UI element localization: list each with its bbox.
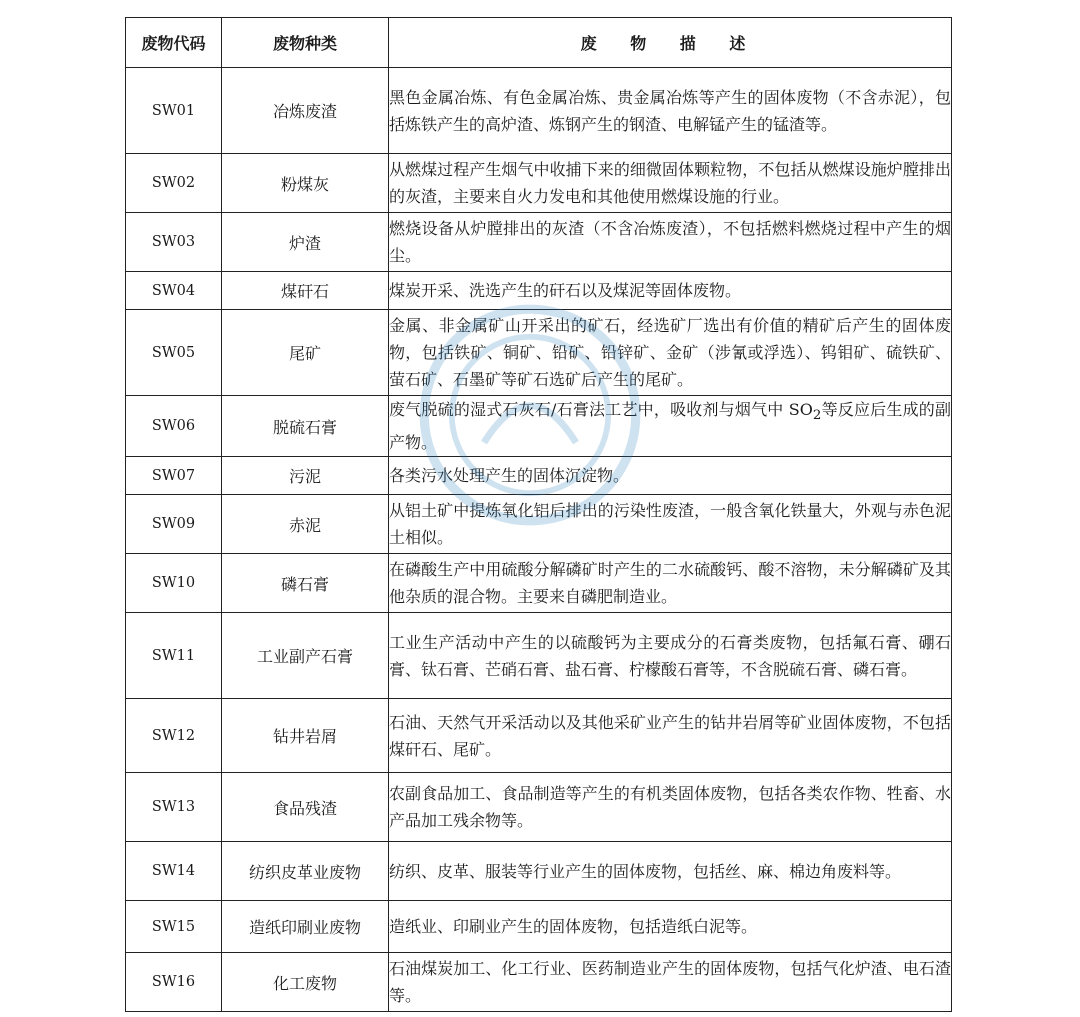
waste-type-cell: 冶炼废渣 bbox=[222, 68, 389, 154]
waste-code-cell: SW07 bbox=[126, 457, 222, 495]
table-header-row bbox=[126, 18, 952, 68]
waste-code-cell: SW03 bbox=[126, 213, 222, 272]
waste-description-cell: 石油、天然气开采活动以及其他采矿业产生的钻井岩屑等矿业固体废物，不包括煤矸石、尾矿。 bbox=[389, 699, 952, 773]
waste-type-cell: 脱硫石膏 bbox=[222, 396, 389, 457]
waste-type-cell: 煤矸石 bbox=[222, 272, 389, 310]
waste-type-cell: 工业副产石膏 bbox=[222, 613, 389, 699]
table-row bbox=[126, 773, 952, 842]
waste-description-cell: 纺织、皮革、服装等行业产生的固体废物，包括丝、麻、棉边角废料等。 bbox=[389, 842, 952, 901]
waste-code-cell: SW06 bbox=[126, 396, 222, 457]
subscript-two: 2 bbox=[812, 408, 822, 424]
description-text: 废气脱硫的湿式石灰石/石膏法工艺中，吸收剂与烟气中 SO bbox=[389, 400, 813, 419]
header-waste-type: 废物种类 bbox=[222, 18, 389, 68]
table-row bbox=[126, 842, 952, 901]
waste-type-cell: 磷石膏 bbox=[222, 554, 389, 613]
table-row bbox=[126, 901, 952, 953]
waste-code-cell: SW02 bbox=[126, 154, 222, 213]
waste-description-cell: 在磷酸生产中用硫酸分解磷矿时产生的二水硫酸钙、酸不溶物，未分解磷矿及其他杂质的混合物。主要来自磷肥制造业。 bbox=[389, 554, 952, 613]
waste-description-cell: 农副食品加工、食品制造等产生的有机类固体废物，包括各类农作物、牲畜、水产品加工残余物等。 bbox=[389, 773, 952, 842]
waste-description-cell: 金属、非金属矿山开采出的矿石，经选矿厂选出有价值的精矿后产生的固体废物，包括铁矿、铜矿、铅矿、铅锌矿、金矿（涉氰或浮选）、钨钼矿、硫铁矿、萤石矿、石墨矿等矿石选矿后产生的尾矿。 bbox=[389, 310, 952, 396]
waste-type-cell: 钻井岩屑 bbox=[222, 699, 389, 773]
waste-code-cell: SW13 bbox=[126, 773, 222, 842]
waste-type-cell: 造纸印刷业废物 bbox=[222, 901, 389, 953]
waste-description-cell: 从铝土矿中提炼氧化铝后排出的污染性废渣，一般含氧化铁量大，外观与赤色泥土相似。 bbox=[389, 495, 952, 554]
waste-type-cell: 赤泥 bbox=[222, 495, 389, 554]
table-row bbox=[126, 310, 952, 396]
waste-code-cell: SW09 bbox=[126, 495, 222, 554]
waste-code-cell: SW15 bbox=[126, 901, 222, 953]
table-row bbox=[126, 554, 952, 613]
waste-type-cell: 食品残渣 bbox=[222, 773, 389, 842]
header-waste-code: 废物代码 bbox=[126, 18, 222, 68]
table-row bbox=[126, 699, 952, 773]
waste-description-cell: 造纸业、印刷业产生的固体废物，包括造纸白泥等。 bbox=[389, 901, 952, 953]
waste-description-cell bbox=[389, 396, 952, 457]
waste-description-cell: 石油煤炭加工、化工行业、医药制造业产生的固体废物，包括气化炉渣、电石渣等。 bbox=[389, 953, 952, 1012]
waste-classification-table bbox=[125, 17, 952, 1012]
waste-code-cell: SW04 bbox=[126, 272, 222, 310]
waste-description-cell: 从燃煤过程产生烟气中收捕下来的细微固体颗粒物，不包括从燃煤设施炉膛排出的灰渣，主要来自火力发电和其他使用燃煤设施的行业。 bbox=[389, 154, 952, 213]
waste-description-cell: 各类污水处理产生的固体沉淀物。 bbox=[389, 457, 952, 495]
waste-type-cell: 污泥 bbox=[222, 457, 389, 495]
waste-code-cell: SW12 bbox=[126, 699, 222, 773]
waste-description-cell: 工业生产活动中产生的以硫酸钙为主要成分的石膏类废物，包括氟石膏、硼石膏、钛石膏、芒硝石膏、盐石膏、柠檬酸石膏等，不含脱硫石膏、磷石膏。 bbox=[389, 613, 952, 699]
waste-code-cell: SW16 bbox=[126, 953, 222, 1012]
table-row bbox=[126, 68, 952, 154]
waste-description-cell: 燃烧设备从炉膛排出的灰渣（不含冶炼废渣），不包括燃料燃烧过程中产生的烟尘。 bbox=[389, 213, 952, 272]
table-row bbox=[126, 213, 952, 272]
waste-type-cell: 尾矿 bbox=[222, 310, 389, 396]
description-text: 等反应后生成的副产物。 bbox=[389, 400, 951, 453]
table-row bbox=[126, 457, 952, 495]
waste-code-cell: SW01 bbox=[126, 68, 222, 154]
waste-type-cell: 炉渣 bbox=[222, 213, 389, 272]
waste-type-cell: 粉煤灰 bbox=[222, 154, 389, 213]
waste-description-cell: 黑色金属冶炼、有色金属冶炼、贵金属冶炼等产生的固体废物（不含赤泥），包括炼铁产生的高炉渣、炼钢产生的钢渣、电解锰产生的锰渣等。 bbox=[389, 68, 952, 154]
waste-code-cell: SW05 bbox=[126, 310, 222, 396]
header-waste-description: 废 物 描 述 bbox=[389, 18, 952, 68]
table-row bbox=[126, 272, 952, 310]
waste-code-cell: SW10 bbox=[126, 554, 222, 613]
table-row bbox=[126, 396, 952, 457]
table-row bbox=[126, 495, 952, 554]
table-row bbox=[126, 613, 952, 699]
table-row bbox=[126, 154, 952, 213]
waste-code-cell: SW14 bbox=[126, 842, 222, 901]
waste-type-cell: 纺织皮革业废物 bbox=[222, 842, 389, 901]
waste-type-cell: 化工废物 bbox=[222, 953, 389, 1012]
waste-description-cell: 煤炭开采、洗选产生的矸石以及煤泥等固体废物。 bbox=[389, 272, 952, 310]
waste-code-cell: SW11 bbox=[126, 613, 222, 699]
table-row bbox=[126, 953, 952, 1012]
